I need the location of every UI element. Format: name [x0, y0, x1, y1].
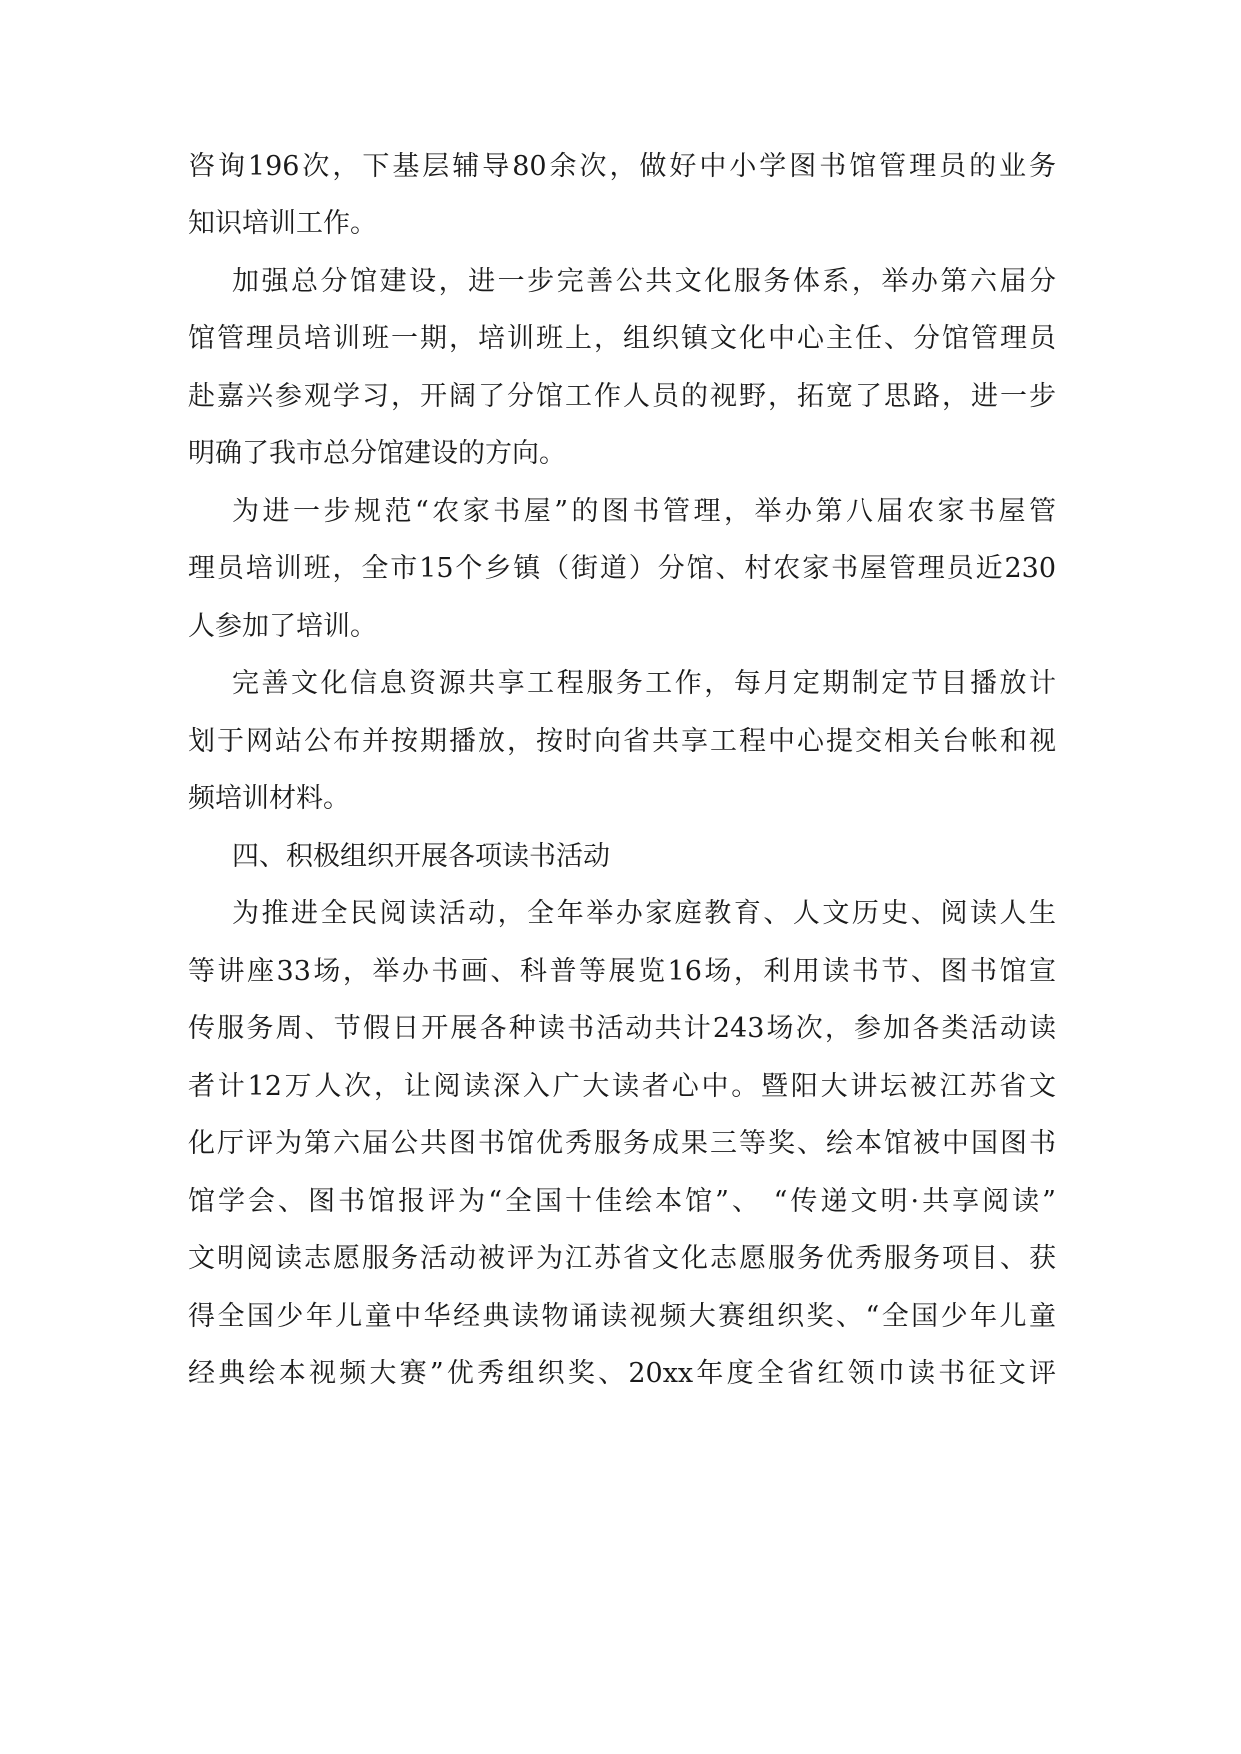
text-line: 馆管理员培训班一期，培训班上，组织镇文化中心主任、分馆管理员 [188, 323, 1056, 354]
text-line: 明确了我市总分馆建设的方向。 [188, 438, 566, 469]
paragraph-first-line: 为推进全民阅读活动，全年举办家庭教育、人文历史、阅读人生 [232, 898, 1056, 929]
text-line: 划于网站公布并按期播放，按时向省共享工程中心提交相关台帐和视 [188, 726, 1056, 757]
text-line: 理员培训班，全市15个乡镇（街道）分馆、村农家书屋管理员近230 [188, 553, 1056, 584]
text-line: 得全国少年儿童中华经典读物诵读视频大赛组织奖、“全国少年儿童 [188, 1301, 1056, 1332]
paragraph-first-line: 为进一步规范“农家书屋”的图书管理，举办第八届农家书屋管 [232, 496, 1056, 527]
paragraph-first-line: 完善文化信息资源共享工程服务工作，每月定期制定节目播放计 [232, 668, 1056, 699]
paragraph-first-line: 加强总分馆建设，进一步完善公共文化服务体系，举办第六届分 [232, 266, 1056, 297]
text-line: 等讲座33场，举办书画、科普等展览16场，利用读书节、图书馆宣 [188, 956, 1056, 987]
text-line: 频培训材料。 [188, 783, 350, 814]
text-line: 化厅评为第六届公共图书馆优秀服务成果三等奖、绘本馆被中国图书 [188, 1128, 1056, 1159]
text-line: 文明阅读志愿服务活动被评为江苏省文化志愿服务优秀服务项目、获 [188, 1243, 1056, 1274]
text-line: 者计12万人次，让阅读深入广大读者心中。暨阳大讲坛被江苏省文 [188, 1071, 1056, 1102]
text-line: 赴嘉兴参观学习，开阔了分馆工作人员的视野，拓宽了思路，进一步 [188, 381, 1056, 412]
text-line: 经典绘本视频大赛”优秀组织奖、20xx年度全省红领巾读书征文评 [188, 1358, 1056, 1389]
section-heading: 四、积极组织开展各项读书活动 [232, 841, 610, 872]
text-line: 知识培训工作。 [188, 208, 377, 239]
text-line: 人参加了培训。 [188, 611, 377, 642]
text-line: 咨询196次，下基层辅导80余次，做好中小学图书馆管理员的业务 [188, 151, 1056, 182]
text-line: 馆学会、图书馆报评为“全国十佳绘本馆”、 “传递文明·共享阅读” [188, 1186, 1056, 1217]
text-line: 传服务周、节假日开展各种读书活动共计243场次，参加各类活动读 [188, 1013, 1056, 1044]
